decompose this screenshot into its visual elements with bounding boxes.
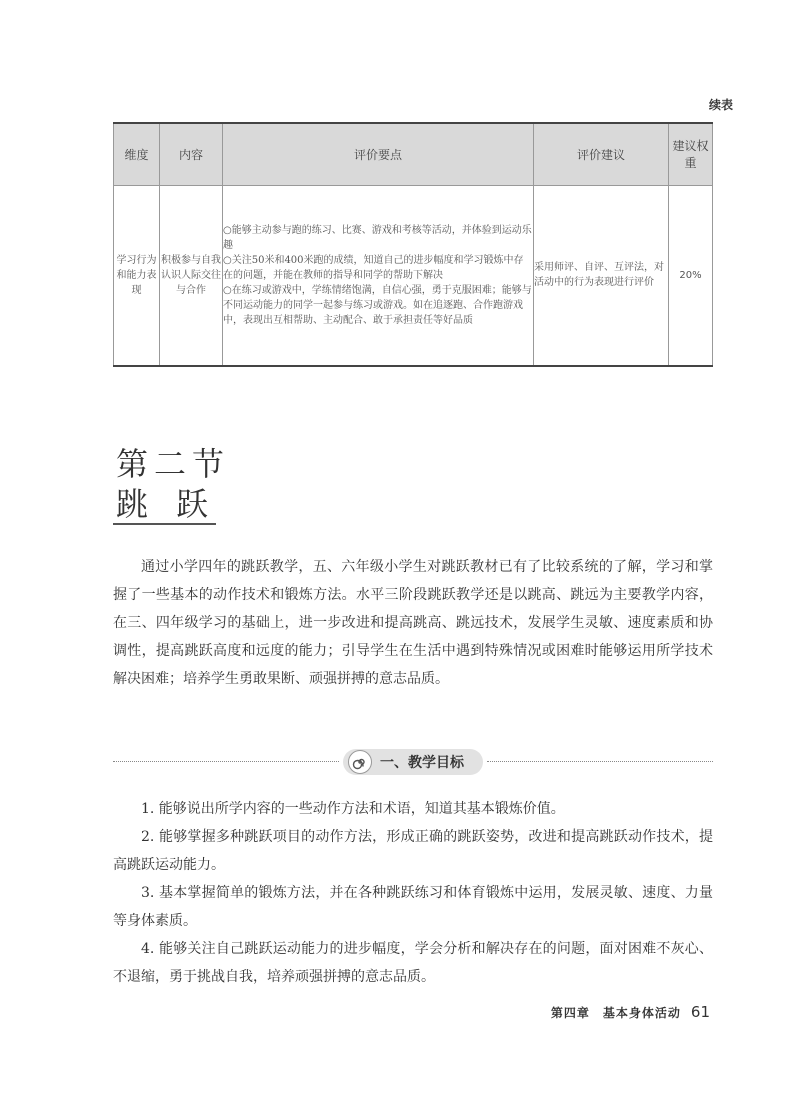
header-evaluation-points: 评价要点 xyxy=(223,123,534,185)
list-item: 4. 能够关注自己跳跃运动能力的进步幅度，学会分析和解决存在的问题，面对困难不灰心、不退缩，勇于挑战自我，培养顽强拼搏的意志品质。 xyxy=(113,941,713,985)
table-header-row xyxy=(114,123,713,185)
objectives-title-pill xyxy=(343,749,483,775)
page-number: 61 xyxy=(690,1003,710,1021)
objectives-list xyxy=(113,795,713,991)
objectives-header xyxy=(113,749,713,775)
evaluation-point: ○能够主动参与跑的练习、比赛、游戏和考核等活动，并体验到运动乐趣 xyxy=(223,224,532,251)
cell-evaluation-suggestion: 采用师评、自评、互评法，对活动中的行为表现进行评价 xyxy=(534,185,669,366)
section-number: 第二节 xyxy=(116,445,231,483)
intro-paragraph: 通过小学四年的跳跃教学，五、六年级小学生对跳跃教材已有了比较系统的了解，学习和掌握了一些基本的动作技术和锻炼方法。水平三阶段跳跃教学还是以跳高、跳远为主要教学内容，在三、四年级学习的基础上，进一步改进和提高跳高、跳远技术，发展学生灵敏、速度素质和协调性，提高跳跃高度和远度的能力；引导学生在生活中遇到特殊情况或困难时能够运用所学技术解决困难；培养学生勇敢果断、顽强拼搏的意志品质。 xyxy=(113,559,713,687)
continued-table-label: 续表 xyxy=(708,98,733,112)
cell-dimension: 学习行为和能力表现 xyxy=(114,185,160,366)
list-item: 2. 能够掌握多种跳跃项目的动作方法，形成正确的跳跃姿势，改进和提高跳跃动作技术，提高跳跃运动能力。 xyxy=(113,829,713,873)
page-footer xyxy=(551,1003,710,1021)
header-evaluation-suggestion: 评价建议 xyxy=(534,123,669,185)
cell-content: 积极参与自我认识人际交往与合作 xyxy=(160,185,223,366)
evaluation-table xyxy=(113,122,713,367)
header-suggested-weight: 建议权重 xyxy=(669,123,713,185)
evaluation-point: ○在练习或游戏中，学练情绪饱满，自信心强，勇于克服困难；能够与不同运动能力的同学一起参与练习或游戏。如在追逐跑、合作跑游戏中，表现出互相帮助、主动配合、敢于承担责任等好品质 xyxy=(223,284,532,326)
table-row xyxy=(114,185,713,366)
footer-chapter-title: 第四章 基本身体活动 xyxy=(550,1006,681,1020)
cell-evaluation-points xyxy=(223,185,534,366)
evaluation-point: ○关注50米和400米跑的成绩，知道自己的进步幅度和学习锻炼中存在的问题，并能在教师的指导和同学的帮助下解决 xyxy=(223,254,524,281)
spiral-icon xyxy=(348,750,372,774)
objectives-title: 一、教学目标 xyxy=(380,755,464,771)
list-item: 1. 能够说出所学内容的一些动作方法和术语，知道其基本锻炼价值。 xyxy=(141,801,565,817)
dotted-divider-right xyxy=(487,761,713,762)
header-dimension: 维度 xyxy=(114,123,160,185)
header-content: 内容 xyxy=(160,123,223,185)
list-item: 3. 基本掌握简单的锻炼方法，并在各种跳跃练习和体育锻炼中运用，发展灵敏、速度、力量等身体素质。 xyxy=(113,885,713,929)
section-title-underline xyxy=(113,523,216,525)
cell-weight: 20% xyxy=(669,185,713,366)
dotted-divider-left xyxy=(113,761,339,762)
section-title: 跳跃 xyxy=(116,485,237,523)
